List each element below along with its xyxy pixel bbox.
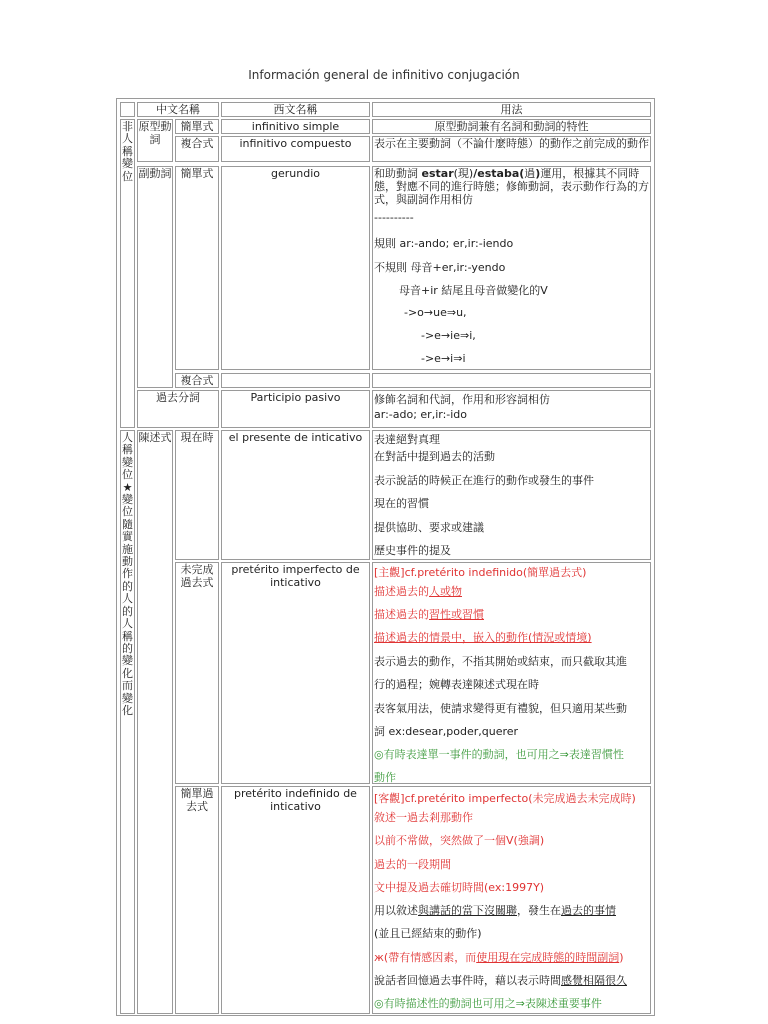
name-participio: Participio pasivo [221,390,370,428]
use-imperfecto-5: 表示過去的動作，不指其開始或結束，而只截取其進 [374,655,627,668]
use-imperfecto-cell [372,562,651,784]
header-spanish-name: 西文名稱 [221,102,370,117]
use-presente-2: 在對話中提到過去的活動 [374,450,495,463]
use-indefinido-1: [客觀]cf.pretérito imperfecto(未完成過去未完成時) [374,792,636,805]
use-infinitivo-simple: 原型動詞兼有名詞和動詞的特性 [372,119,651,134]
use-gerundio-note: 母音+ir 結尾且母音做變化的V [399,284,548,297]
use-gerundio-irregular: 不規則 母音+er,ir:-yendo [374,261,506,274]
form-gerundio-simple: 簡單式 [175,166,219,370]
use-imperfecto-2: 描述過去的人或物 [374,585,462,598]
use-gerundio-regular: 規則 ar:-ando; er,ir:-iendo [374,237,514,250]
name-infinitivo-simple: infinitivo simple [221,119,370,134]
use-gerundio-compuesto [372,373,651,388]
name-indefinido: pretérito indefinido de inticativo [221,786,370,1014]
form-gerundio-compuesto: 複合式 [175,373,219,388]
header-empty-cell [120,102,135,117]
group-non-personal-label: 非人稱變位 [120,119,135,428]
use-imperfecto-4: 描述過去的情景中，嵌入的動作(情況或情境) [374,631,592,644]
cat-gerundio: 副動詞 [137,166,173,388]
use-gerundio-text: 和助動詞 estar(現)/estaba(過)運用，根據其不同時態，對應不同的進行時態；修飾動詞，表示動作行為的方式，與副詞作用相仿 [374,167,649,206]
group-personal-label: 人稱變位★變位隨實施動作的人的人稱的變化而變化 [120,430,135,1014]
use-presente-3: 表示說話的時候正在進行的動作或發生的事件 [374,474,594,487]
use-indefinido-4: 過去的一段期間 [374,858,451,871]
use-indefinido-7: (並且已經結束的動作) [374,927,482,940]
use-imperfecto-10: 動作 [374,771,396,784]
cat-infinitivo: 原型動詞 [137,119,173,162]
use-indefinido-5: 文中提及過去確切時間(ex:1997Y) [374,881,545,894]
use-indefinido-9: 說話者回憶過去事件時，藉以表示時間感覺相隔很久 [374,974,627,987]
name-gerundio-compuesto [221,373,370,388]
use-participio-2: ar:-ado; er,ir:-ido [374,408,468,421]
use-presente-5: 提供協助、要求或建議 [374,521,484,534]
use-presente-4: 現在的習慣 [374,497,429,510]
cat-indicativo: 陳述式 [137,430,173,1014]
use-gerundio-rule2: ->e→ie⇒i, [421,329,476,342]
header-usage: 用法 [372,102,651,117]
use-participio-cell [372,390,651,428]
use-imperfecto-6: 行的過程；婉轉表達陳述式現在時 [374,678,539,691]
form-presente: 現在時 [175,430,219,560]
name-infinitivo-compuesto: infinitivo compuesto [221,136,370,162]
use-presente-cell [372,430,651,560]
use-indefinido-cell [372,786,651,1014]
use-indefinido-2: 敘述一過去剎那動作 [374,811,473,824]
use-indefinido-8: ж(帶有情感因素，而使用現在完成時態的時間副詞) [374,951,624,964]
use-gerundio-cell [372,166,651,370]
use-gerundio-dashes: ---------- [374,211,414,224]
form-simple: 簡單式 [175,119,219,134]
form-compuesto: 複合式 [175,136,219,162]
use-imperfecto-1: [主觀]cf.pretérito indefinido(簡單過去式) [374,566,587,579]
use-imperfecto-9: ◎有時表達單一事件的動詞，也可用之⇒表達習慣性 [374,748,624,761]
use-imperfecto-3: 描述過去的習性或習慣 [374,608,484,621]
use-presente-6: 歷史事件的提及 [374,544,451,557]
use-infinitivo-compuesto: 表示在主要動詞（不論什麼時態）的動作之前完成的動作 [372,136,651,162]
document-title: Información general de infinitivo conjugación [248,68,520,82]
form-imperfecto: 未完成過去式 [175,562,219,784]
use-imperfecto-8: 詞 ex:desear,poder,querer [374,725,519,738]
use-imperfecto-7: 表客氣用法，使請求變得更有禮貌，但只適用某些動 [374,702,627,715]
use-indefinido-10: ◎有時描述性的動詞也可用之⇒表陳述重要事件 [374,997,602,1010]
header-chinese-name: 中文名稱 [137,102,219,117]
name-presente: el presente de inticativo [221,430,370,560]
use-gerundio-rule3: ->e→i⇒i [421,352,466,365]
use-presente-1: 表達絕對真理 [374,433,440,446]
cat-participio: 過去分詞 [137,390,219,428]
form-indefinido: 簡單過去式 [175,786,219,1014]
use-indefinido-6: 用以敘述與講話的當下沒關聯，發生在過去的事情 [374,904,616,917]
use-gerundio-rule1: ->o→ue⇒u, [404,306,467,319]
use-indefinido-3: 以前不常做，突然做了一個V(強調) [374,834,545,847]
name-imperfecto: pretérito imperfecto de inticativo [221,562,370,784]
name-gerundio: gerundio [221,166,370,370]
use-participio-1: 修飾名詞和代詞，作用和形容詞相仿 [374,393,550,406]
